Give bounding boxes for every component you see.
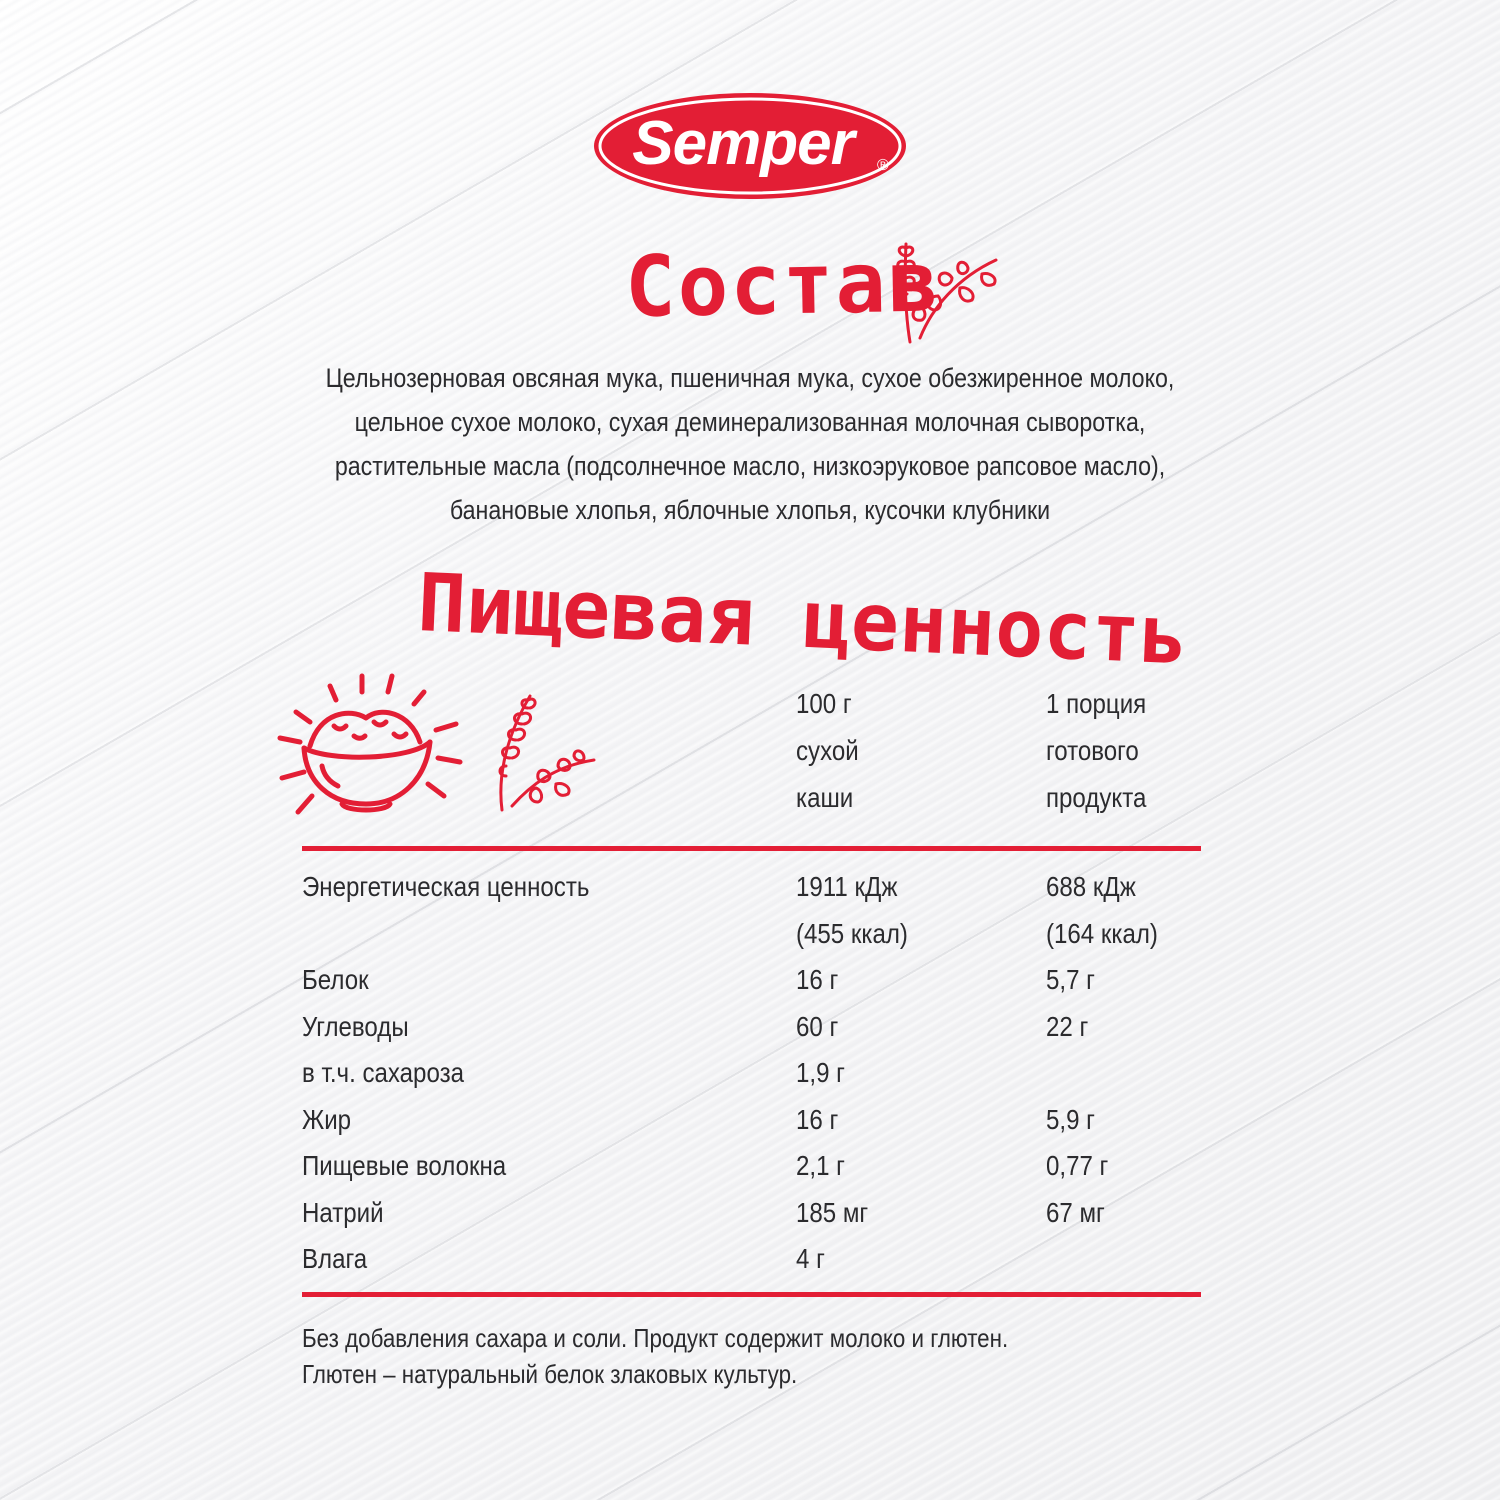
bowl-icon	[270, 672, 466, 822]
value-per-100g: 1,9 г	[796, 1057, 845, 1088]
value-per-portion: 67 мг	[1046, 1196, 1105, 1228]
table-row	[302, 1190, 1201, 1237]
value-per-portion: 5,7 г	[1046, 964, 1095, 995]
table-row	[302, 1004, 1201, 1051]
nutrient-name: Белок	[302, 964, 369, 995]
value-per-100g: 60 г	[796, 1010, 839, 1042]
column-header-line: готового	[1046, 735, 1139, 766]
wheat-icon	[490, 690, 600, 812]
column-header-line: каши	[796, 782, 854, 813]
nutrient-name: Жир	[302, 1103, 352, 1135]
table-row	[302, 1236, 1201, 1283]
nutrient-name: в т.ч. сахароза	[302, 1057, 465, 1088]
value-per-100g: 16 г	[796, 1103, 839, 1135]
column-header-line: 1 порция	[1046, 688, 1147, 719]
column-header-line: продукта	[1046, 782, 1147, 813]
value-per-portion: 688 кДж	[1046, 871, 1136, 902]
nutrient-name: Энергетическая ценность	[302, 871, 590, 902]
table-row	[302, 1050, 1201, 1097]
value-per-portion: 22 г	[1046, 1010, 1089, 1042]
logo-wordmark: Semper	[632, 109, 854, 178]
ingredients-line: растительные масла (подсолнечное масло, низкоэруковое рапсовое масло),	[334, 451, 1166, 481]
table-row	[302, 864, 1201, 911]
semper-logo	[593, 92, 907, 200]
column-header-line: сухой	[796, 735, 859, 766]
nutrient-name: Пищевые волокна	[302, 1150, 507, 1181]
composition-title: Состав	[624, 232, 942, 336]
value-per-100g: 1911 кДж	[796, 871, 898, 902]
value-per-portion: 5,9 г	[1046, 1103, 1095, 1135]
ingredients-line: банановые хлопья, яблочные хлопья, кусочки клубники	[449, 495, 1051, 525]
table-row	[302, 911, 1201, 958]
value-per-100g: 4 г	[796, 1243, 825, 1274]
nutrient-name: Влага	[302, 1243, 368, 1274]
table-row	[302, 1097, 1201, 1144]
nutrition-table	[302, 864, 1201, 1283]
value-per-100g: 2,1 г	[796, 1150, 845, 1181]
table-row	[302, 957, 1201, 1004]
registered-mark: ®	[877, 157, 889, 174]
column-header-portion	[1046, 680, 1163, 821]
value-per-100g: 185 мг	[796, 1196, 869, 1228]
ingredients-line: цельное сухое молоко, сухая деминерализованная молочная сыворотка,	[354, 407, 1146, 437]
nutrient-name: Натрий	[302, 1196, 384, 1228]
footer-line: Глютен – натуральный белок злаковых культур.	[302, 1359, 798, 1389]
value-per-100g: 16 г	[796, 964, 839, 995]
table-row	[302, 1143, 1201, 1190]
value-per-portion: (164 ккал)	[1046, 917, 1158, 949]
table-divider-bottom	[302, 1292, 1201, 1297]
footer-note	[302, 1320, 1123, 1392]
value-per-portion: 0,77 г	[1046, 1150, 1109, 1181]
footer-line: Без добавления сахара и соли. Продукт содержит молоко и глютен.	[302, 1323, 1009, 1353]
value-per-100g: (455 ккал)	[796, 917, 908, 949]
nutrition-title: Пищевая ценность	[415, 556, 1190, 683]
ingredients-line: Цельнозерновая овсяная мука, пшеничная мука, сухое обезжиренное молоко,	[325, 363, 1175, 393]
table-divider-top	[302, 846, 1201, 851]
column-header-dry	[796, 680, 869, 821]
ingredients-text	[250, 356, 1250, 532]
column-header-line: 100 г	[796, 688, 852, 719]
wheat-icon	[882, 238, 1004, 344]
nutrient-name: Углеводы	[302, 1010, 409, 1042]
